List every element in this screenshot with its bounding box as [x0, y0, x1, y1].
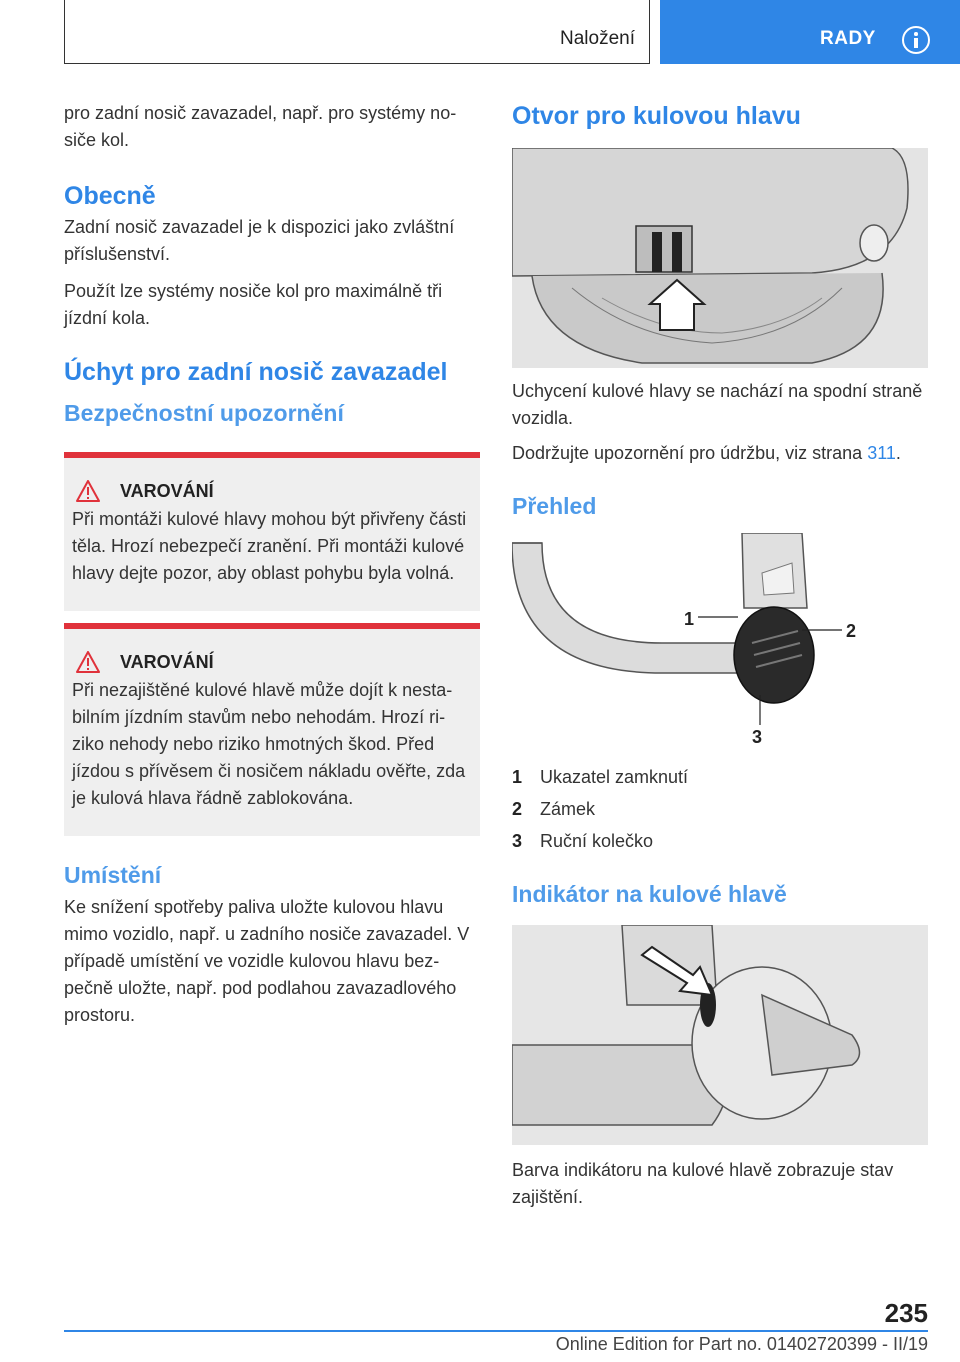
heading-mount: Úchyt pro zadní nosič zavazadel — [64, 358, 448, 386]
header-section-title: Naložení — [560, 28, 635, 49]
page-reference-link[interactable]: 311 — [867, 443, 896, 463]
intro-text: pro zadní nosič zavazadel, např. pro systémy no-siče kol. — [64, 103, 457, 150]
footer-divider — [64, 1330, 928, 1332]
warning-triangle-icon — [76, 480, 100, 502]
header-section-tab — [64, 0, 650, 64]
footer-edition: Online Edition for Part no. 01402720399 - II/19 — [555, 1334, 928, 1354]
warning-title-2: VAROVÁNÍ — [120, 651, 214, 672]
heading-general: Obecně — [64, 182, 156, 210]
warning-box-1 — [64, 452, 480, 611]
indicator-paragraph: Barva indikátoru na kulové hlavě zobrazuje stav zajištění. — [512, 1160, 894, 1207]
header-tips-label: RADY — [820, 28, 876, 49]
heading-location: Umístění — [64, 862, 162, 888]
left-column — [64, 100, 480, 1029]
figure-ball-head-indicator — [512, 925, 928, 1145]
location-paragraph: Ke snížení spotřeby paliva uložte kulovou hlavu mimo vozidlo, např. u zadního nosiče zavazadel. V případě umístění ve vozidle kulovou hlavu bez-pečně uložte, např. pod podlahou zavazadlového prostoru. — [64, 897, 470, 1025]
header-tips-tab[interactable] — [660, 0, 960, 64]
callout-3: 3 — [752, 727, 763, 747]
legend-item: 2 Zámek — [512, 799, 596, 819]
heading-indicator: Indikátor na kulové hlavě — [512, 881, 787, 907]
general-paragraph-2: Použít lze systémy nosiče kol pro maximálně tři jízdní kola. — [64, 281, 443, 328]
opening-paragraph-1: Uchycení kulové hlavy se nachází na spodní straně vozidla. — [512, 381, 923, 428]
callout-2: 2 — [846, 621, 857, 641]
warning-triangle-icon — [76, 651, 100, 673]
opening-paragraph-2: Dodržujte upozornění pro údržbu, viz strana 311. — [512, 443, 901, 463]
right-column — [512, 100, 928, 1211]
legend-item: 3 Ruční kolečko — [512, 831, 654, 851]
warning-text-1: Při montáži kulové hlavy mohou být přivřeny části těla. Hrozí nebezpečí zranění. Při montáži kulové hlavy dejte pozor, aby oblast pohybu byla volná. — [72, 509, 467, 583]
heading-overview: Přehled — [512, 493, 597, 519]
callout-1: 1 — [684, 609, 695, 629]
general-paragraph-1: Zadní nosič zavazadel je k dispozici jako zvláštní příslušenství. — [64, 217, 455, 264]
legend-list — [512, 761, 928, 857]
warning-text-2: Při nezajištěné kulové hlavě může dojít k nesta-bilním jízdním stavům nebo nehodám. Hrozí ri-ziko nehody nebo riziko hmotných škod. Před jízdou s přívěsem či nosičem nákladu ověřte, zda je kulová hlava řádně zablokována. — [72, 680, 466, 808]
warning-title-1: VAROVÁNÍ — [120, 480, 214, 501]
heading-opening: Otvor pro kulovou hlavu — [512, 102, 801, 130]
info-icon[interactable] — [902, 26, 930, 54]
heading-safety: Bezpečnostní upozornění — [64, 400, 344, 426]
warning-box-2 — [64, 623, 480, 836]
figure-underbody-hitch — [512, 148, 928, 368]
figure-ball-head-overview — [512, 533, 928, 753]
legend-item: 1 Ukazatel zamknutí — [512, 767, 689, 787]
page-number: 235 — [884, 1298, 928, 1328]
